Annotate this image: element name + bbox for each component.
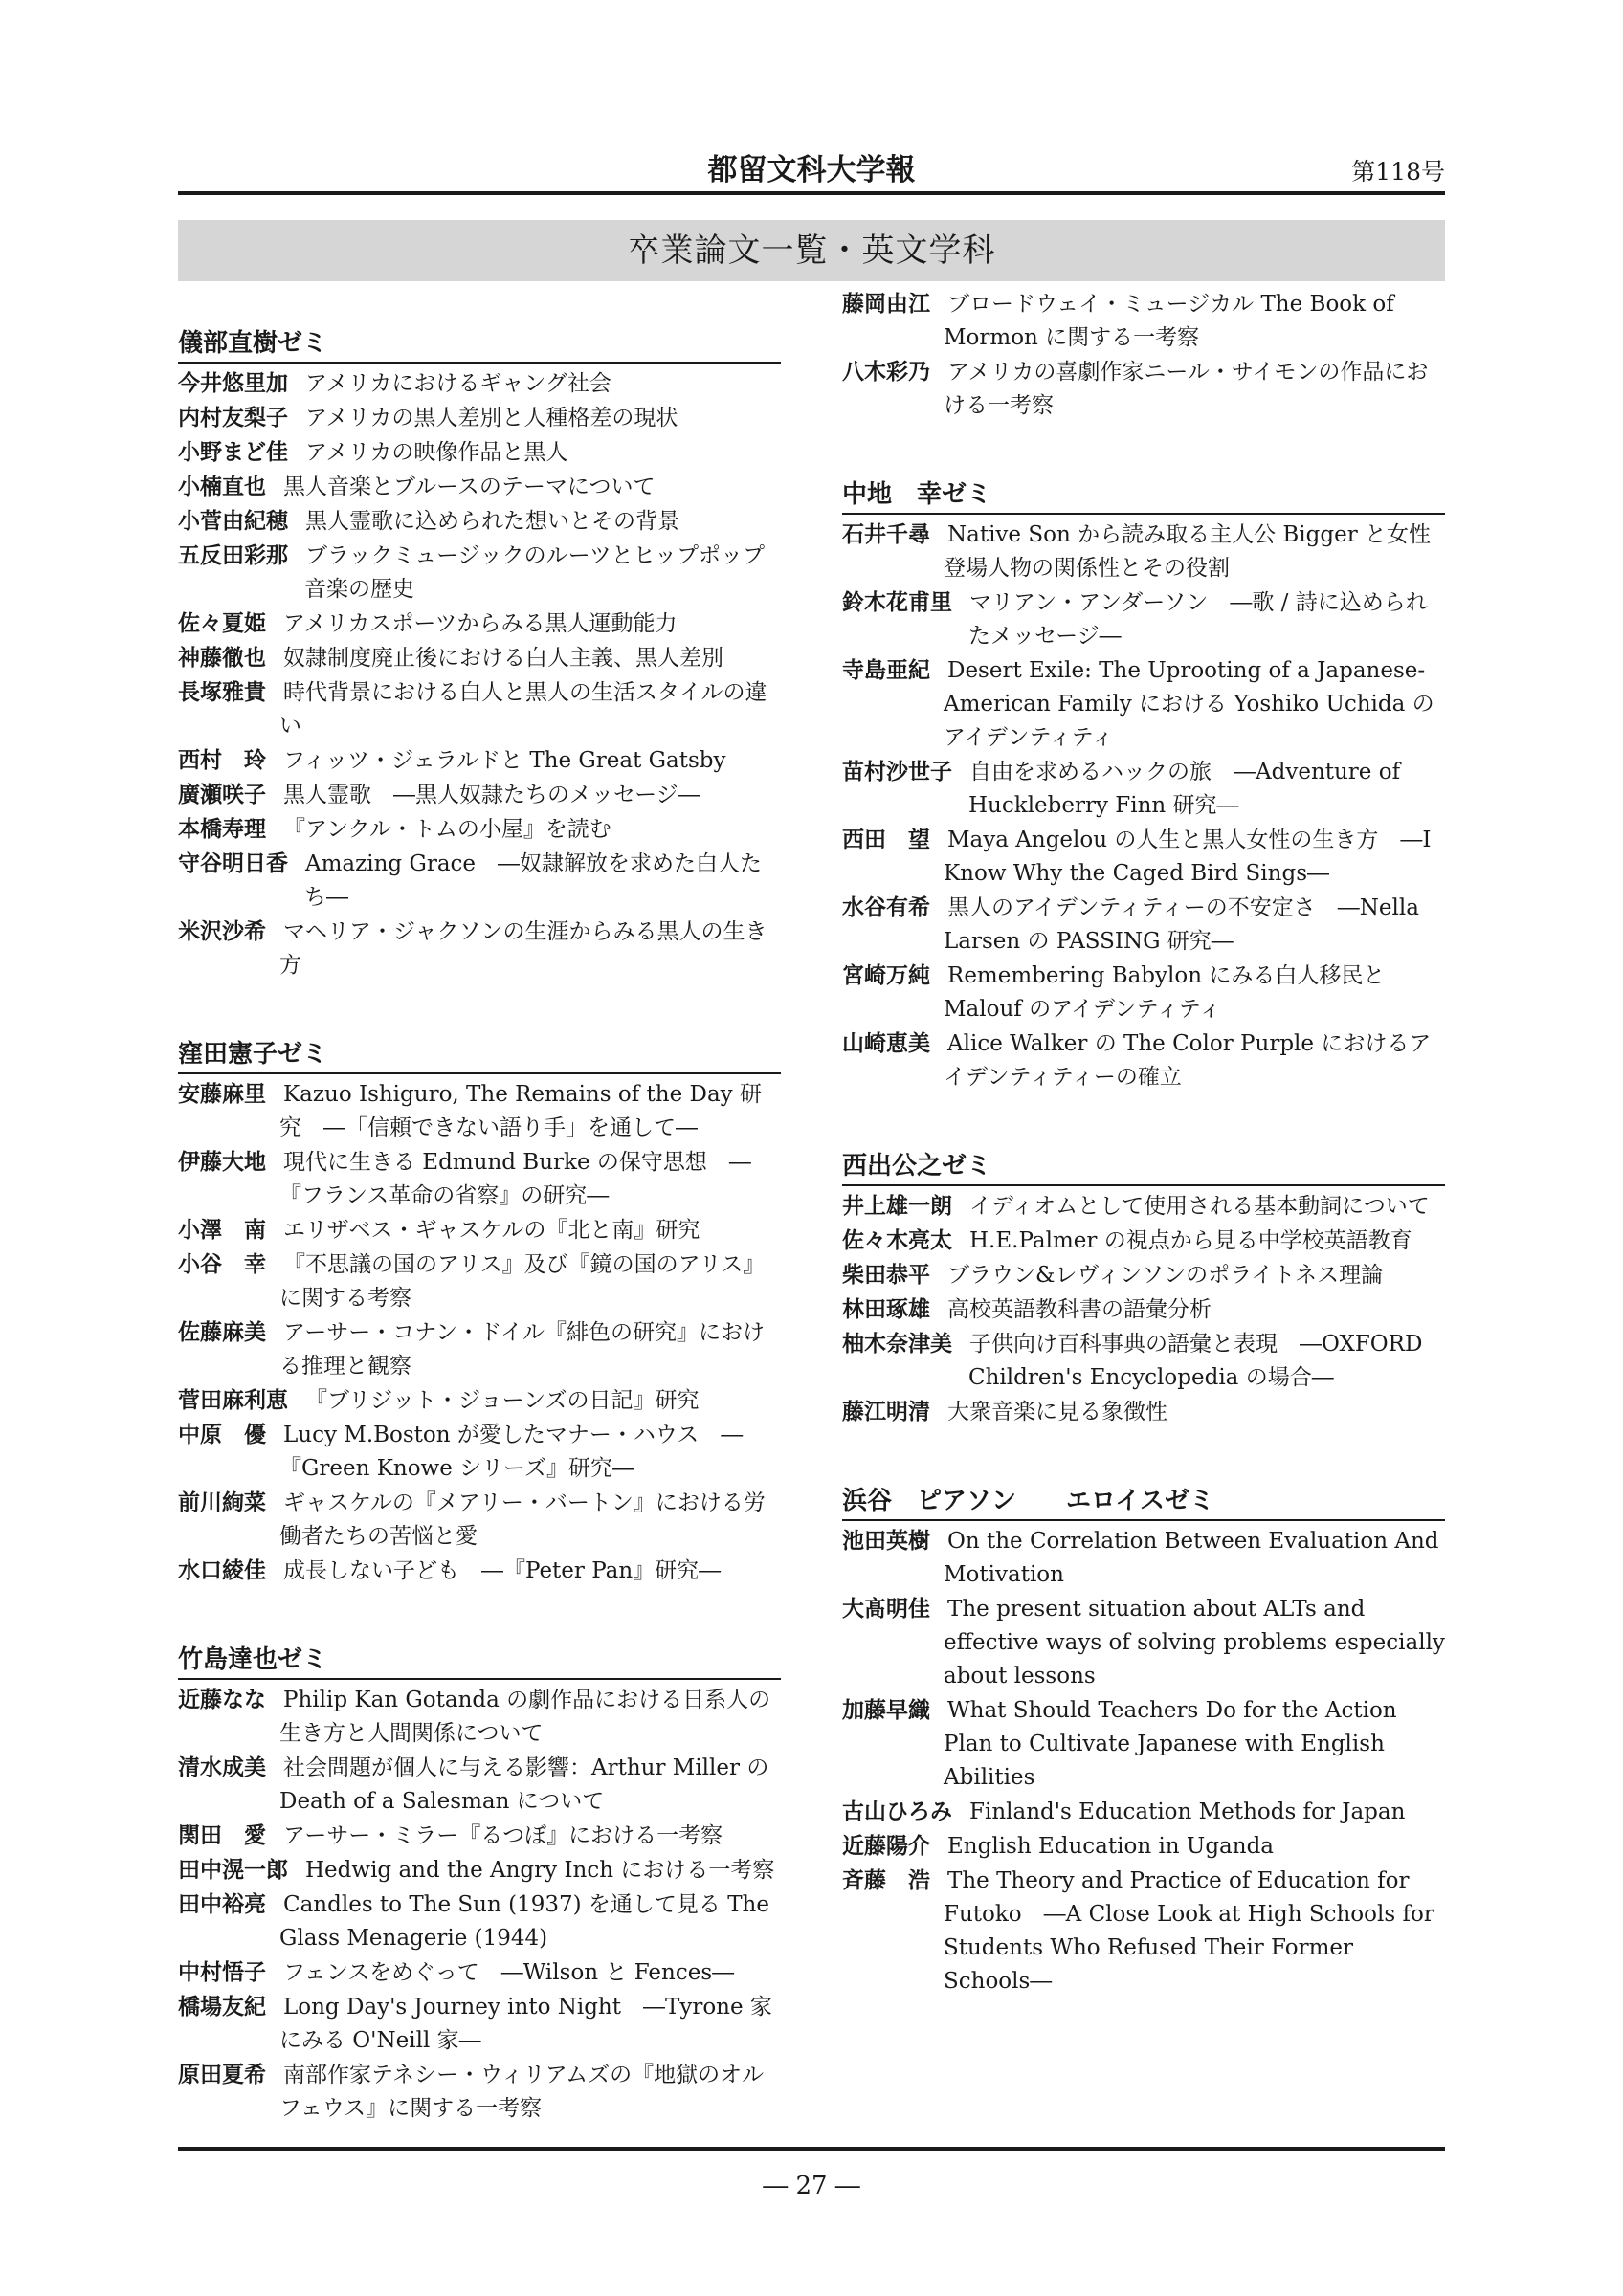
- thesis-entry: [842, 653, 1445, 755]
- thesis-title: Hedwig and the Angry Inch における一考察: [305, 1858, 775, 1883]
- thesis-entry: [178, 1751, 781, 1819]
- thesis-title: 自由を求めるハックの旅 ―Adventure of Huckleberry Finn 研究―: [968, 760, 1401, 818]
- thesis-title: 黒人霊歌に込められた想いとその背景: [305, 509, 679, 534]
- student-name: 長塚雅貴: [178, 679, 266, 705]
- thesis-entry: [842, 755, 1445, 823]
- thesis-title: 黒人霊歌 ―黒人奴隷たちのメッセージ―: [283, 783, 700, 807]
- thesis-entry: [178, 1247, 781, 1315]
- thesis-title: The Theory and Practice of Education for Futoko ―A Close Look at High Schools for Students Who Refused Their Former Schools―: [944, 1868, 1434, 1994]
- thesis-entry: [842, 1829, 1445, 1864]
- seminar-group: [842, 478, 1445, 1094]
- thesis-title: アメリカの喜劇作家ニール・サイモンの作品における一考察: [944, 360, 1429, 418]
- student-name: 小野まど佳: [178, 439, 288, 465]
- thesis-entry: [178, 1554, 781, 1588]
- seminar-heading: 儀部直樹ゼミ: [178, 327, 781, 364]
- seminar-group: [178, 1038, 781, 1588]
- thesis-entry: [178, 1955, 781, 1990]
- student-name: 西田 望: [842, 827, 930, 852]
- page-header: [178, 144, 1445, 188]
- thesis-title: Desert Exile: The Uprooting of a Japanese-American Family における Yoshiko Uchida のアイデンティティ: [944, 658, 1434, 750]
- student-name: 古山ひろみ: [842, 1799, 952, 1824]
- student-name: 守谷明日香: [178, 850, 288, 876]
- thesis-entry: [178, 1077, 781, 1145]
- thesis-entry: [178, 366, 781, 401]
- thesis-entry: [178, 1819, 781, 1853]
- student-name: 水口綾佳: [178, 1557, 266, 1583]
- thesis-entry: [178, 1990, 781, 2058]
- thesis-entry: [178, 743, 781, 778]
- student-name: 小谷 幸: [178, 1251, 266, 1277]
- thesis-entry: [178, 470, 781, 504]
- thesis-title: 大衆音楽に見る象徴性: [947, 1400, 1167, 1424]
- thesis-title: アーサー・コナン・ドイル『緋色の研究』における推理と観察: [279, 1320, 766, 1379]
- student-name: 清水成美: [178, 1755, 266, 1780]
- thesis-entry: [842, 1693, 1445, 1795]
- thesis-entry: [842, 1592, 1445, 1693]
- seminar-heading: 西出公之ゼミ: [842, 1150, 1445, 1186]
- thesis-entry: [842, 1224, 1445, 1258]
- student-name: 佐藤麻美: [178, 1319, 266, 1345]
- student-name: 八木彩乃: [842, 359, 930, 385]
- thesis-entry: [842, 1795, 1445, 1829]
- thesis-title: Kazuo Ishiguro, The Remains of the Day 研究 ―「信頼できない語り手」を通して―: [279, 1082, 762, 1140]
- thesis-entry: [842, 1864, 1445, 1998]
- thesis-entry: [842, 959, 1445, 1027]
- thesis-entry: [178, 1486, 781, 1554]
- thesis-entry: [842, 287, 1445, 355]
- student-name: 水谷有希: [842, 894, 930, 920]
- thesis-entry: [178, 915, 781, 982]
- thesis-title: ギャスケルの『メアリー・バートン』における労働者たちの苦悩と愛: [279, 1490, 766, 1549]
- thesis-entry: [178, 504, 781, 539]
- student-name: 伊藤大地: [178, 1149, 266, 1175]
- right-column: [842, 287, 1445, 2054]
- thesis-title: アメリカスポーツからみる黒人運動能力: [283, 611, 678, 636]
- thesis-title: マリアン・アンダーソン ―歌 / 詩に込められたメッセージ―: [968, 590, 1428, 649]
- thesis-entry: [842, 355, 1445, 423]
- left-column: [178, 287, 781, 2181]
- thesis-entry: [178, 1315, 781, 1383]
- thesis-title: 黒人音楽とブルースのテーマについて: [283, 475, 656, 499]
- student-name: 鈴木花甫里: [842, 589, 952, 615]
- thesis-title: 子供向け百科事典の語彙と表現 ―OXFORD Children's Encyclopedia の場合―: [968, 1332, 1423, 1390]
- journal-title: 都留文科大学報: [707, 153, 916, 188]
- student-name: 藤岡由江: [842, 291, 930, 317]
- thesis-title: Maya Angelou の人生と黒人女性の生き方 ―I Know Why the Caged Bird Sings―: [944, 828, 1432, 886]
- student-name: 藤江明清: [842, 1399, 930, 1424]
- thesis-title: フェンスをめぐって ―Wilson と Fences―: [283, 1960, 735, 1985]
- seminar-group: [842, 1150, 1445, 1429]
- thesis-entry: [842, 585, 1445, 653]
- thesis-entry: [178, 1853, 781, 1888]
- thesis-entry: [842, 1189, 1445, 1224]
- student-name: 中村悟子: [178, 1959, 266, 1985]
- issue-number: 第118号: [1351, 158, 1445, 186]
- thesis-title: アメリカの映像作品と黒人: [305, 440, 568, 465]
- student-name: 田中滉一郎: [178, 1857, 288, 1883]
- thesis-entry: [178, 847, 781, 915]
- thesis-title: 『不思議の国のアリス』及び『鏡の国のアリス』に関する考察: [279, 1252, 766, 1311]
- thesis-title: 『ブリジット・ジョーンズの日記』研究: [305, 1388, 700, 1413]
- thesis-title: Philip Kan Gotanda の劇作品における日系人の生き方と人間関係について: [279, 1688, 771, 1746]
- thesis-title: 『アンクル・トムの小屋』を読む: [283, 817, 611, 842]
- student-name: 林田琢雄: [842, 1296, 930, 1322]
- section-title: 卒業論文一覧・英文学科: [627, 232, 996, 270]
- thesis-entry: [178, 539, 781, 607]
- thesis-title: アメリカの黒人差別と人種格差の現状: [305, 406, 678, 430]
- thesis-entry: [178, 1683, 781, 1751]
- thesis-entry: [178, 435, 781, 470]
- thesis-title: Candles to The Sun (1937) を通して見る The Glass Menagerie (1944): [279, 1892, 769, 1951]
- thesis-entry: [178, 1418, 781, 1486]
- thesis-title: English Education in Uganda: [947, 1834, 1275, 1859]
- student-name: 神藤徹也: [178, 645, 266, 671]
- thesis-entry: [178, 1383, 781, 1418]
- thesis-title: The present situation about ALTs and effective ways of solving problems especially about lessons: [944, 1597, 1445, 1689]
- continued-entries: [842, 287, 1445, 423]
- thesis-title: 奴隷制度廃止後における白人主義、黒人差別: [283, 646, 723, 671]
- thesis-entry: [842, 1027, 1445, 1094]
- student-name: 小澤 南: [178, 1217, 266, 1243]
- thesis-title: H.E.Palmer の視点から見る中学校英語教育: [969, 1228, 1412, 1253]
- thesis-title: Amazing Grace ―奴隷解放を求めた白人たち―: [304, 851, 763, 910]
- thesis-entry: [178, 401, 781, 435]
- thesis-entry: [842, 823, 1445, 891]
- seminar-group: [178, 1644, 781, 2126]
- thesis-title: 現代に生きる Edmund Burke の保守思想 ―『フランス革命の省察』の研究―: [279, 1150, 751, 1208]
- student-name: 菅田麻利恵: [178, 1387, 288, 1413]
- thesis-entry: [178, 2058, 781, 2126]
- thesis-title: 黒人のアイデンティティーの不安定さ ―Nella Larsen の PASSING 研究―: [944, 895, 1419, 954]
- student-name: 佐々夏姫: [178, 610, 266, 636]
- student-name: 関田 愛: [178, 1822, 266, 1848]
- thesis-title: Lucy M.Boston が愛したマナー・ハウス ―『Green Knowe シリーズ』研究―: [279, 1423, 744, 1481]
- thesis-title: フィッツ・ジェラルドと The Great Gatsby: [283, 748, 726, 773]
- student-name: 石井千尋: [842, 521, 930, 547]
- student-name: 近藤陽介: [842, 1833, 930, 1859]
- thesis-entry: [178, 641, 781, 675]
- thesis-entry: [842, 1395, 1445, 1429]
- student-name: 苗村沙世子: [842, 759, 952, 784]
- thesis-entry: [842, 1292, 1445, 1327]
- student-name: 柚木奈津美: [842, 1331, 952, 1357]
- thesis-entry: [178, 607, 781, 641]
- student-name: 斉藤 浩: [842, 1867, 930, 1893]
- student-name: 本橋寿理: [178, 816, 266, 842]
- seminar-heading: 窪田憲子ゼミ: [178, 1038, 781, 1074]
- student-name: 佐々木亮太: [842, 1227, 952, 1253]
- student-name: 山崎恵美: [842, 1030, 930, 1056]
- section-banner: [178, 220, 1445, 281]
- student-name: 池田英樹: [842, 1528, 930, 1554]
- page-number: ― 27 ―: [763, 2172, 860, 2200]
- thesis-entry: [842, 518, 1445, 585]
- thesis-title: ブロードウェイ・ミュージカル The Book of Mormon に関する一考察: [944, 292, 1394, 350]
- thesis-title: エリザベス・ギャスケルの『北と南』研究: [283, 1218, 700, 1243]
- student-name: 五反田彩那: [178, 542, 288, 568]
- student-name: 内村友梨子: [178, 405, 288, 430]
- student-name: 加藤早織: [842, 1697, 930, 1723]
- thesis-title: Remembering Babylon にみる白人移民と Malouf のアイデンティティ: [944, 963, 1386, 1022]
- student-name: 近藤なな: [178, 1687, 266, 1712]
- thesis-entry: [178, 675, 781, 743]
- thesis-title: ブラウン&レヴィンソンのポライトネス理論: [947, 1263, 1384, 1288]
- thesis-entry: [178, 1213, 781, 1247]
- thesis-title: Long Day's Journey into Night ―Tyrone 家にみる O'Neill 家―: [279, 1995, 772, 2053]
- thesis-title: 高校英語教科書の語彙分析: [947, 1297, 1212, 1322]
- student-name: 柴田恭平: [842, 1262, 930, 1288]
- thesis-title: 社会問題が個人に与える影響：Arthur Miller の Death of a Salesman について: [279, 1755, 769, 1814]
- student-name: 原田夏希: [178, 2062, 266, 2087]
- seminar-group: [178, 327, 781, 982]
- thesis-entry: [178, 1145, 781, 1213]
- header-rule: [178, 191, 1445, 195]
- thesis-title: Finland's Education Methods for Japan: [969, 1799, 1406, 1824]
- student-name: 小楠直也: [178, 474, 266, 499]
- thesis-title: アーサー・ミラー『るつぼ』における一考察: [283, 1823, 723, 1848]
- thesis-entry: [842, 891, 1445, 959]
- thesis-title: On the Correlation Between Evaluation And Motivation: [944, 1529, 1439, 1587]
- thesis-title: 時代背景における白人と黒人の生活スタイルの違い: [279, 680, 767, 739]
- seminar-heading: 竹島達也ゼミ: [178, 1644, 781, 1680]
- student-name: 寺島亜紀: [842, 657, 930, 683]
- thesis-entry: [178, 1888, 781, 1955]
- thesis-title: マヘリア・ジャクソンの生涯からみる黒人の生き方: [279, 919, 767, 978]
- thesis-entry: [842, 1258, 1445, 1292]
- thesis-entry: [178, 778, 781, 812]
- student-name: 廣瀬咲子: [178, 782, 266, 807]
- student-name: 井上雄一朗: [842, 1193, 952, 1219]
- thesis-title: Native Son から読み取る主人公 Bigger と女性登場人物の関係性とその役割: [944, 522, 1432, 581]
- student-name: 安藤麻里: [178, 1081, 266, 1107]
- student-name: 今井悠里加: [178, 370, 288, 396]
- student-name: 米沢沙希: [178, 918, 266, 944]
- seminar-group: [842, 1485, 1445, 1998]
- thesis-entry: [842, 1327, 1445, 1395]
- student-name: 前川絢菜: [178, 1490, 266, 1515]
- thesis-title: イディオムとして使用される基本動詞について: [969, 1194, 1430, 1219]
- thesis-title: What Should Teachers Do for the Action Plan to Cultivate Japanese with English Abilities: [944, 1698, 1397, 1790]
- seminar-heading: 中地 幸ゼミ: [842, 478, 1445, 515]
- seminar-heading: 浜谷 ピアソン エロイスゼミ: [842, 1485, 1445, 1521]
- thesis-title: Alice Walker の The Color Purple におけるアイデンティティーの確立: [944, 1031, 1432, 1090]
- student-name: 田中裕亮: [178, 1891, 266, 1917]
- student-name: 西村 玲: [178, 747, 266, 773]
- student-name: 小菅由紀穂: [178, 508, 288, 534]
- student-name: 宮崎万純: [842, 962, 930, 988]
- thesis-title: アメリカにおけるギャング社会: [305, 371, 611, 396]
- footer-rule: [178, 2147, 1445, 2151]
- thesis-title: 成長しない子ども ―『Peter Pan』研究―: [283, 1558, 722, 1583]
- thesis-title: 南部作家テネシー・ウィリアムズの『地獄のオルフェウス』に関する一考察: [279, 2063, 765, 2121]
- student-name: 大髙明佳: [842, 1596, 930, 1622]
- thesis-title: ブラックミュージックのルーツとヒップポップ音楽の歴史: [304, 543, 766, 602]
- thesis-entry: [178, 812, 781, 847]
- thesis-entry: [842, 1524, 1445, 1592]
- student-name: 中原 優: [178, 1422, 266, 1447]
- student-name: 橋場友紀: [178, 1994, 266, 2020]
